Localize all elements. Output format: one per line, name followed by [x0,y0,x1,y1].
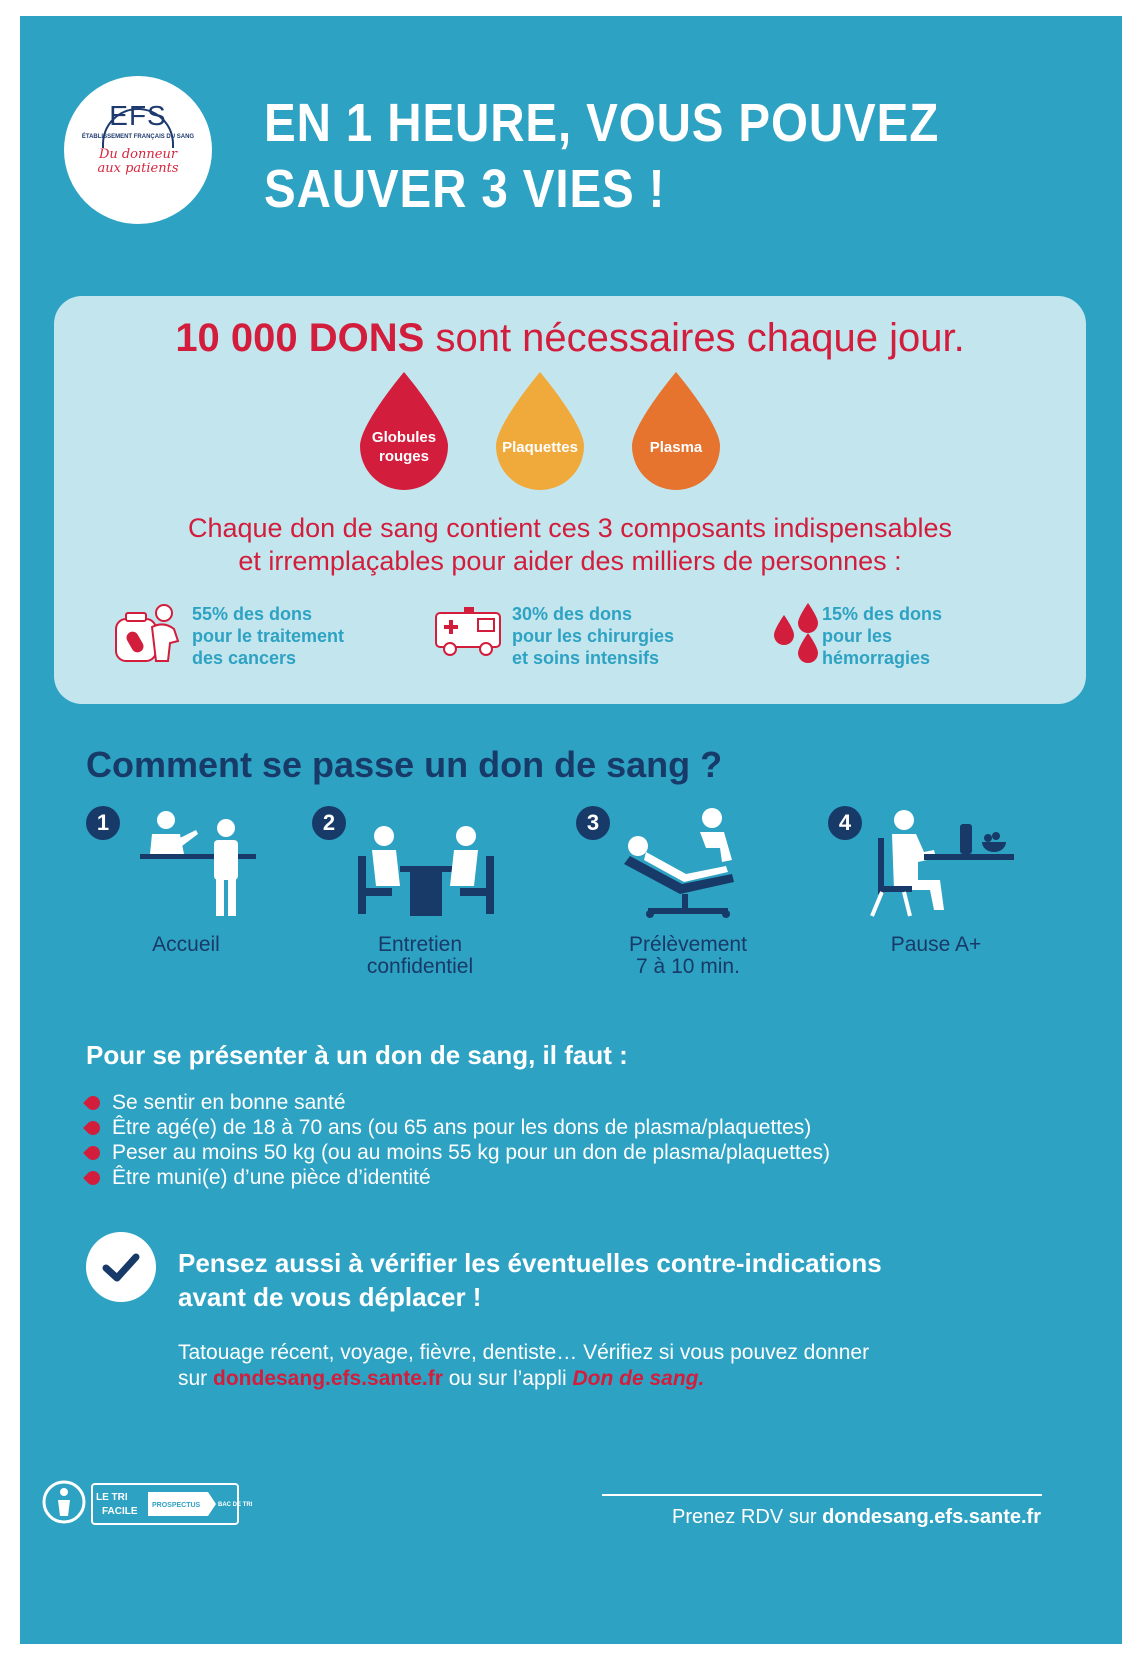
step-number: 4 [828,806,862,840]
app-name: Don de sang. [572,1367,705,1390]
list-item: Peser au moins 50 kg (ou au moins 55 kg pour un don de plasma/plaquettes) [86,1140,830,1165]
drop-label-1: Globules [371,429,437,446]
stat-text: 55% des dons pour le traitement des cancers [192,604,345,668]
drop-plaquettes [494,372,586,490]
blood-drop-icon [494,372,586,490]
tri-facile-logo [40,1478,253,1528]
stat-text: 15% des dons pour les hémorragies [822,604,943,668]
stat-text: 30% des dons pour les chirurgies et soins intensifs [512,604,675,668]
page-title [264,90,939,222]
blood-drop-icon [630,372,722,490]
drop-label-2: rouges [378,448,429,465]
step-entretien [312,806,512,996]
requirements-heading: Pour se présenter à un don de sang, il faut : [86,1040,628,1070]
recycling-icon [40,1478,253,1528]
logo-slogan-1: Du donneur [98,147,178,162]
needs-panel [54,296,1086,704]
reception-icon [124,808,284,918]
logo-acronym: EFS [109,100,167,131]
step-pause [828,806,1028,996]
logo-org: ÉTABLISSEMENT FRANÇAIS DU SANG [81,134,195,140]
reminder-heading [178,1246,882,1314]
needs-rest: sont nécessaires chaque jour. [424,316,965,360]
title-line-1: EN 1 HEURE, VOUS POUVEZ [264,93,940,153]
blood-drops-icon [772,603,822,665]
logo-slogan [64,148,212,176]
ambulance-icon [434,603,504,665]
reminder-detail [178,1340,869,1392]
list-item: Se sentir en bonne santé [86,1090,830,1115]
components-line-2: et irremplaçables pour aider des milliers de personnes : [238,546,902,576]
reminder-line-2: avant de vous déplacer ! [178,1282,482,1312]
drop-globules-rouges [358,372,450,490]
step-label: Accueil [152,933,220,956]
list-item: Être muni(e) d’une pièce d’identité [86,1165,830,1190]
needs-heading [54,316,1086,361]
step-number: 2 [312,806,346,840]
tri-label-3: PROSPECTUS [152,1502,201,1509]
components-line-1: Chaque don de sang contient ces 3 composants indispensables [187,513,952,543]
efs-logo [64,76,212,224]
appointment-cta [620,1506,1041,1529]
components-text [54,512,1086,578]
drop-label [358,428,450,466]
footer-divider [602,1494,1042,1496]
step-accueil [86,806,286,996]
drop-plasma [630,372,722,490]
step-label: Prélèvement 7 à 10 min. [629,933,747,978]
tri-label-2: FACILE [102,1506,138,1517]
tri-label-1: LE TRI [96,1492,128,1503]
donation-chair-icon [622,808,762,918]
snack-break-icon [864,806,1014,918]
checkmark-icon [86,1232,156,1302]
title-line-2: SAUVER 3 VIES ! [264,159,666,219]
tri-label-4: BAC DE TRI [218,1502,253,1508]
website-link[interactable]: dondesang.efs.sante.fr [213,1367,443,1390]
step-number: 1 [86,806,120,840]
step-label: Entretien confidentiel [366,933,474,978]
reminder-detail-1: Tatouage récent, voyage, fièvre, dentiste… Vérifiez si vous pouvez donner [178,1341,870,1364]
step-number: 3 [576,806,610,840]
rdv-prefix: Prenez RDV sur [672,1506,823,1528]
list-item: Être agé(e) de 18 à 70 ans (ou 65 ans pour les dons de plasma/plaquettes) [86,1115,830,1140]
needs-count: 10 000 DONS [175,316,425,360]
detail-text: sur [178,1367,214,1390]
reminder-line-1: Pensez aussi à vérifier les éventuelles contre-indications [178,1248,882,1278]
reminder-detail-2 [178,1366,869,1392]
requirements-list [86,1090,830,1190]
step-prelevement [576,806,776,996]
drop-label: Plaquettes [502,439,578,456]
step-label: Pause A+ [890,933,982,956]
detail-text: ou sur l’appli [442,1367,573,1390]
logo-slogan-2: aux patients [97,161,179,176]
rdv-link[interactable]: dondesang.efs.sante.fr [822,1506,1041,1528]
drop-label: Plasma [649,439,703,456]
poster [20,16,1122,1644]
process-heading: Comment se passe un don de sang ? [86,744,723,785]
pill-person-icon [112,603,182,665]
interview-icon [358,826,494,920]
